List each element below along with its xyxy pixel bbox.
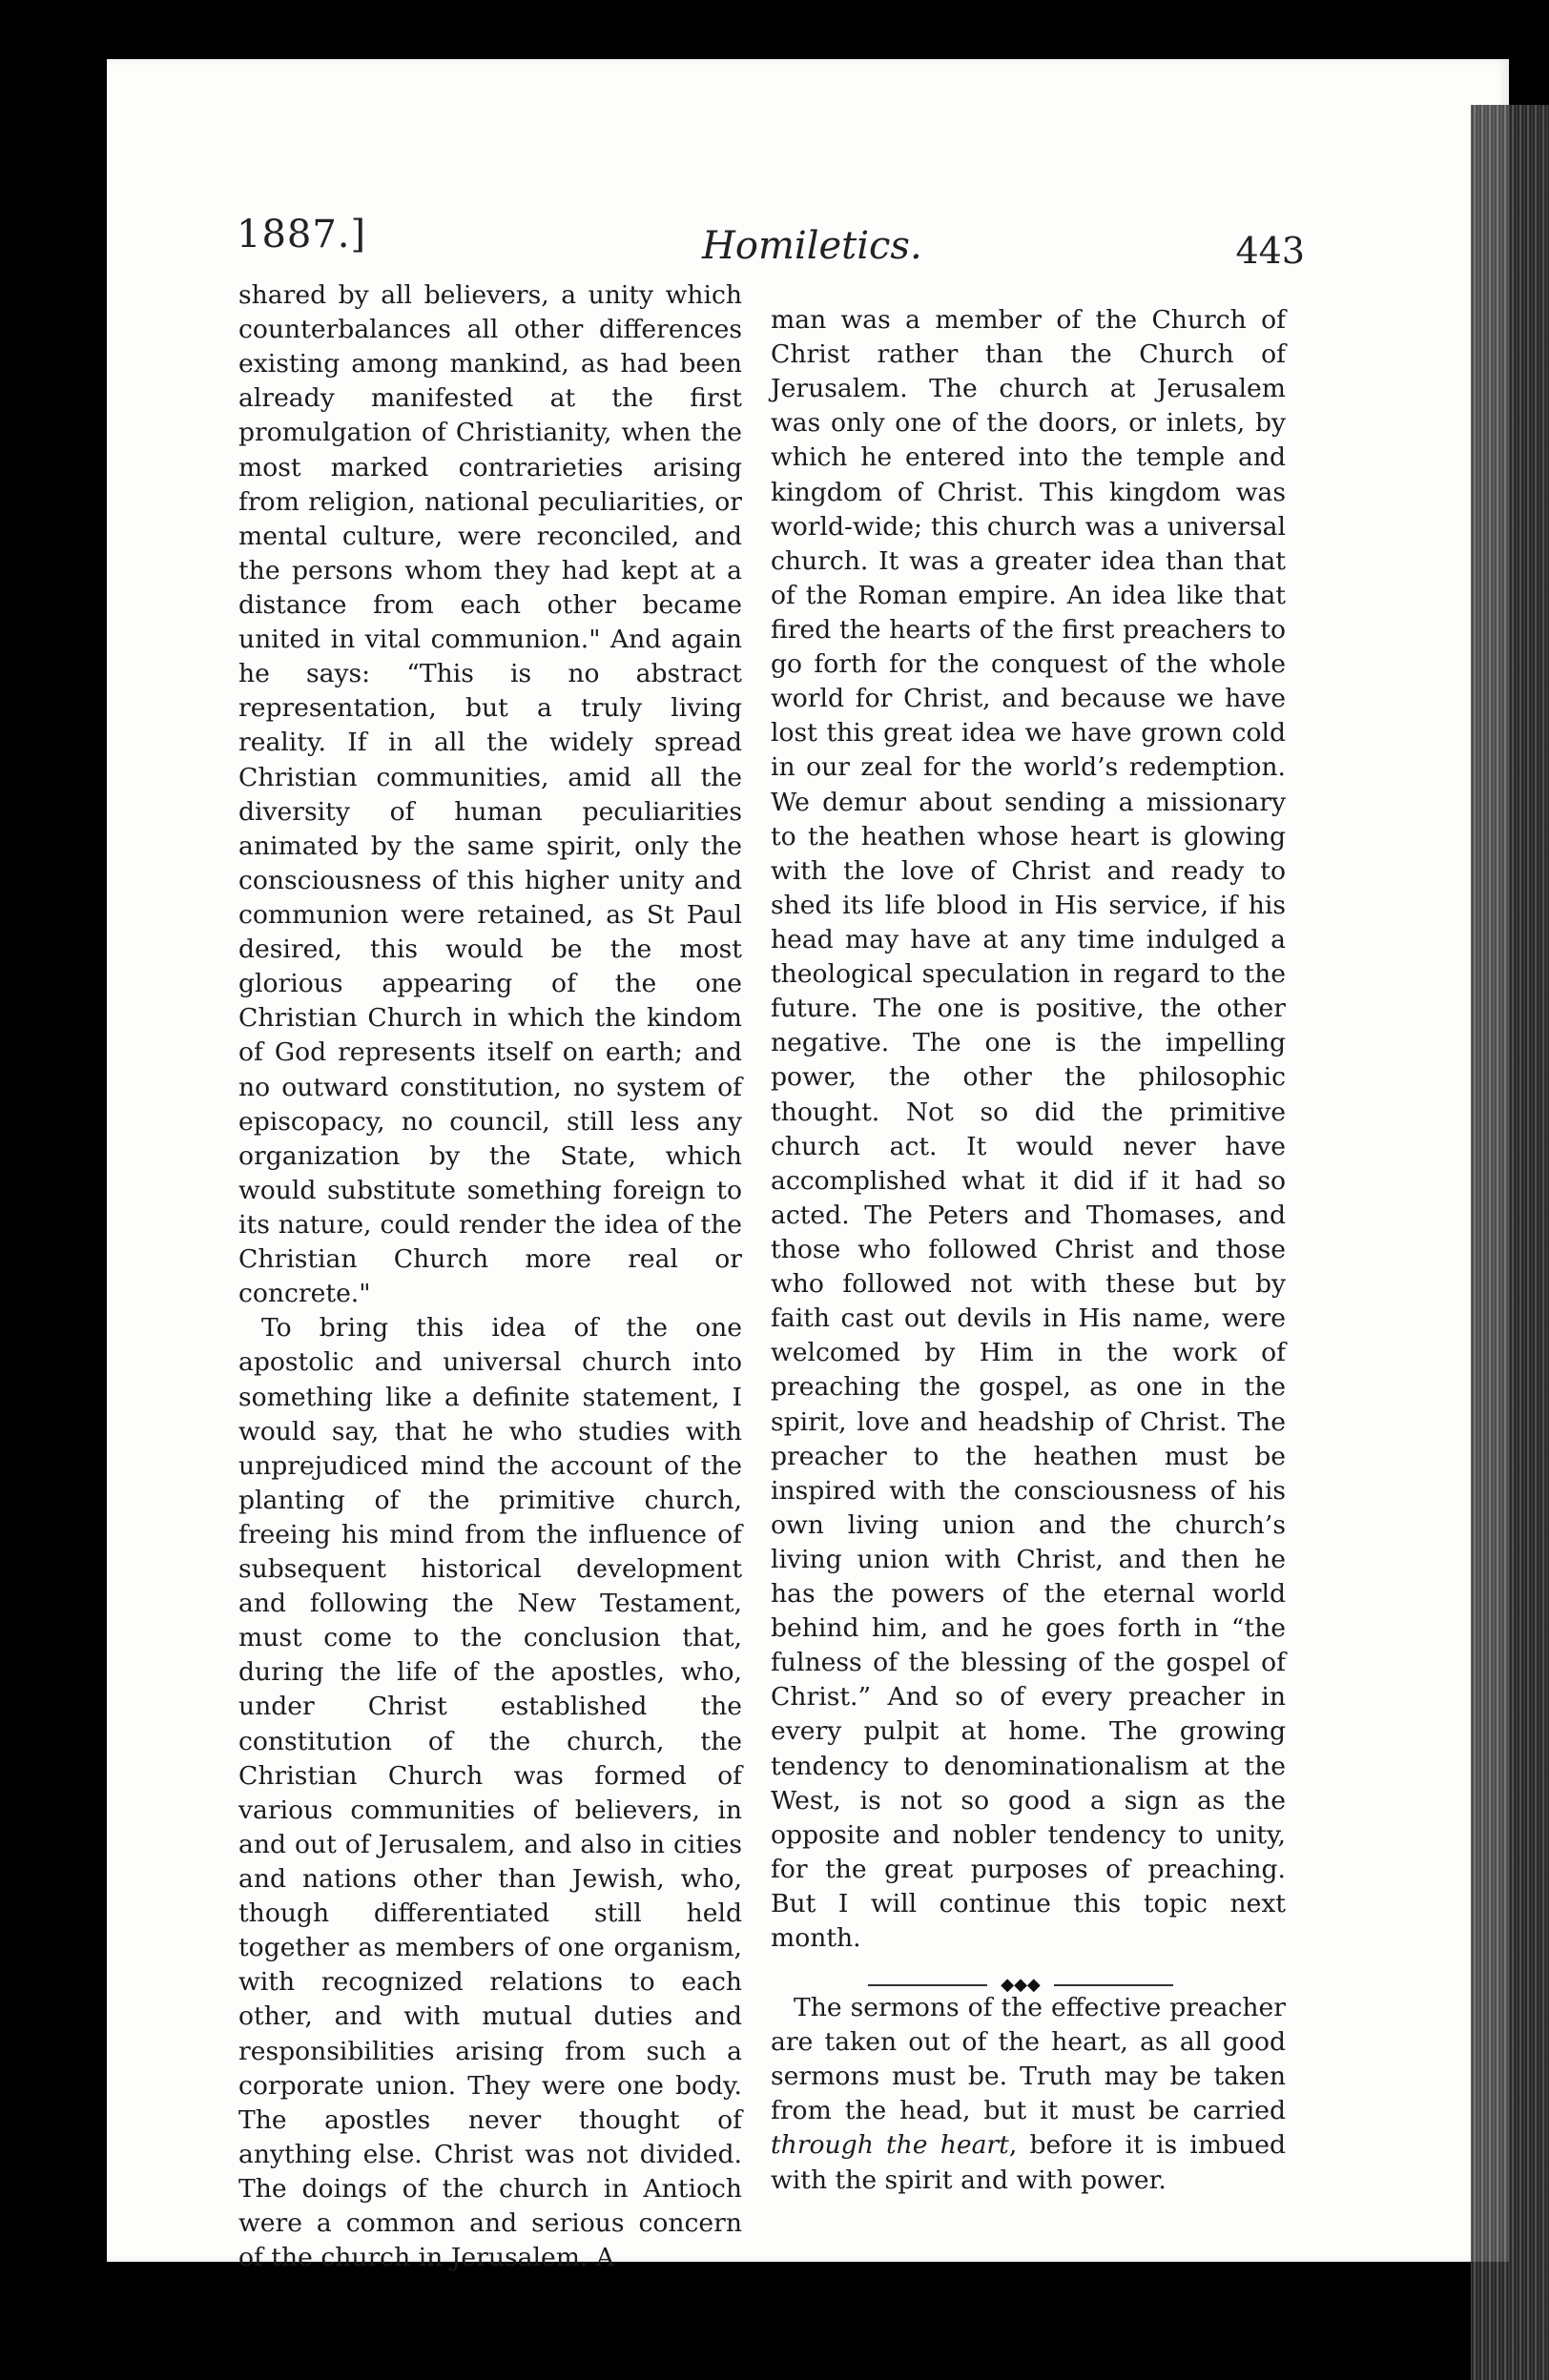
- header-year: 1887.]: [237, 213, 367, 256]
- left-paragraph-1: shared by all believers, a unity which counterbalances all other differences existing among mankind, as had been already manifested at the first promulgation of Christianity, when the most marked contrarieties arising from religion, national peculiarities, or mental culture, were reconciled, and the persons whom they had kept at a distance from each other became united in vital communion." And again he says: “This is no abstract representation, but a truly living reality. If in all the widely spread Christian communities, amid all the diversity of human peculiarities animated by the same spirit, only the consciousness of this higher unity and communion were retained, as St Paul desired, this would be the most glorious appearing of the one Christian Church in which the kindom of God represents itself on earth; and no outward constitution, no system of episcopacy, no council, still less any organization by the State, which would substitute something foreign to its nature, could render the idea of the Christian Church more real or concrete.": [238, 280, 742, 1309]
- running-header: [237, 195, 1305, 272]
- right-column: [771, 303, 1286, 1956]
- left-paragraph-2: To bring this idea of the one apostolic and universal church into something like a definite statement, I would say, that he who studies with unprejudiced mind the account of the planting of the primitive church, freeing his mind from the influence of subsequent historical development and following the New Testament, must come to the conclusion that, during the life of the apostles, who, under Christ established the constitution of the church, the Christian Church was formed of various communities of believers, in and out of Jerusalem, and also in cities and nations other than Jewish, who, though differentiated still held together as members of one organism, with recognized relations to each other, and with mutual duties and responsibilities arising from such a corporate union. They were one body. The apostles never thought of anything else. Christ was not divided. The doings of the church in Antioch were a common and serious concern of the church in Jerusalem. A: [238, 1313, 742, 2273]
- closing-paragraph: [771, 1991, 1286, 2198]
- header-title: Homiletics.: [702, 224, 922, 268]
- section-divider: [868, 1975, 1173, 1995]
- page-number: 443: [1235, 230, 1305, 272]
- closing-text-start: The sermons of the effective preacher are taken out of the heart, as all good sermons must be. Truth may be taken from the head, but it must be carried: [771, 1993, 1286, 2126]
- divider-ornament-icon: ◆◆◆: [987, 1975, 1054, 1996]
- page-edge-stack: [1471, 105, 1549, 2380]
- right-paragraph-1: man was a member of the Church of Christ rather than the Church of Jerusalem. The church at Jerusalem was only one of the doors, or inlets, by which he entered into the temple and kingdom of Christ. This kingdom was world-wide; this church was a universal church. It was a greater idea than that of the Roman empire. An idea like that fired the hearts of the first preachers to go forth for the conquest of the whole world for Christ, and because we have lost this great idea we have grown cold in our zeal for the world’s redemption. We demur about sending a missionary to the heathen whose heart is glowing with the love of Christ and ready to shed its life blood in His service, if his head may have at any time indulged a theological speculation in regard to the future. The one is positive, the other negative. The one is the impelling power, the other the philosophic thought. Not so did the primitive church act. It would never have accomplished what it did if it had so acted. The Peters and Thomases, and those who followed Christ and those who followed not with these but by faith cast out devils in His name, were welcomed by Him in the work of preaching the gospel, as one in the spirit, love and headship of Christ. The preacher to the heathen must be inspired with the consciousness of his own living union and the church’s living union with Christ, and then he has the powers of the eternal world behind him, and he goes forth in “the fulness of the blessing of the gospel of Christ.” And so of every preacher in every pulpit at home. The growing tendency to denominationalism at the West, is not so good a sign as the opposite and nobler tendency to unity, for the great purposes of preaching. But I will continue this topic next month.: [771, 305, 1286, 1954]
- left-column: [238, 278, 742, 2275]
- closing-text: [771, 1991, 1286, 2198]
- closing-text-italic: through the heart: [771, 2130, 1009, 2161]
- closing-text-end: , before it is imbued with the spirit and with power.: [771, 2130, 1286, 2195]
